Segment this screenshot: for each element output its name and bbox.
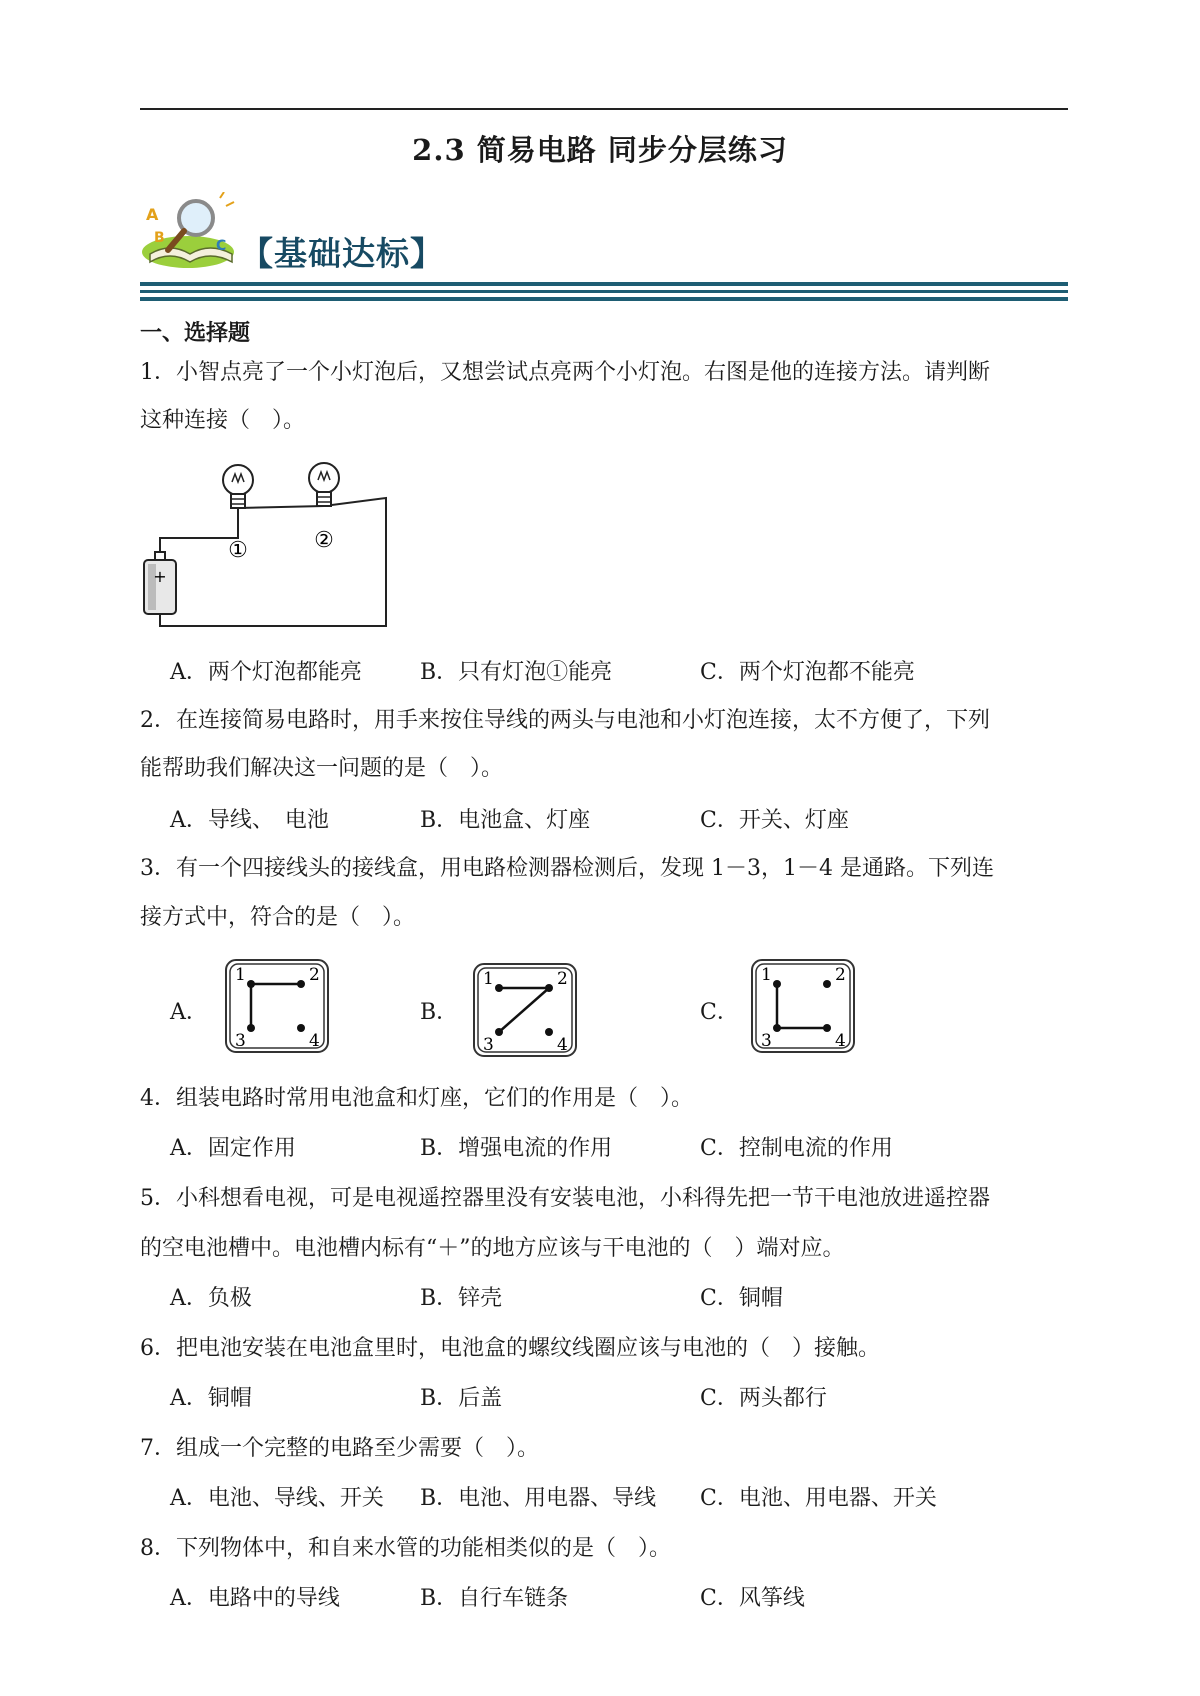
question-2-option-b: B．电池盒、灯座: [420, 808, 591, 833]
terminal-box-a: [224, 958, 330, 1054]
question-6-option-c: C．两头都行: [700, 1386, 827, 1411]
question-8-option-a: A．电路中的导线: [170, 1586, 340, 1611]
question-1-option-c: C．两个灯泡都不能亮: [700, 660, 915, 685]
svg-text:2: 2: [835, 965, 846, 985]
question-8-line-1: 8．下列物体中，和自来水管的功能相类似的是（ ）。: [140, 1536, 671, 1561]
svg-text:3: 3: [235, 1031, 246, 1051]
question-6-line-1: 6．把电池安装在电池盒里时，电池盒的螺纹线圈应该与电池的（ ）接触。: [140, 1336, 880, 1361]
question-7-option-c: C．电池、用电器、开关: [700, 1486, 937, 1511]
question-2-line-1: 2．在连接简易电路时，用手来按住导线的两头与电池和小灯泡连接，太不方便了，下列: [140, 708, 990, 733]
svg-text:4: 4: [309, 1031, 320, 1051]
section-title: 【基础达标】: [240, 234, 444, 273]
svg-text:B: B: [154, 230, 165, 246]
question-3-line-1: 3．有一个四接线头的接线盒，用电路检测器检测后，发现 1－3，1－4 是通路。下列连: [140, 856, 994, 881]
svg-text:A: A: [146, 205, 159, 224]
question-1-option-a: A．两个灯泡都能亮: [170, 660, 362, 685]
svg-text:4: 4: [557, 1035, 568, 1055]
bulb-1-icon: [223, 465, 253, 508]
question-8-option-b: B．自行车链条: [420, 1586, 569, 1611]
svg-text:2: 2: [557, 969, 568, 989]
terminal-box-b: [472, 962, 578, 1058]
battery-icon: [144, 552, 176, 614]
header-rule: [140, 108, 1068, 110]
question-5-option-a: A．负极: [170, 1286, 252, 1311]
question-5-option-c: C．铜帽: [700, 1286, 783, 1311]
question-7-option-a: A．电池、导线、开关: [170, 1486, 384, 1511]
svg-text:1: 1: [235, 965, 246, 985]
terminal-box-c: [750, 958, 856, 1054]
svg-text:1: 1: [761, 965, 772, 985]
part-heading: 一、选择题: [140, 320, 251, 346]
question-4-option-a: A．固定作用: [170, 1136, 296, 1161]
question-8-option-c: C．风筝线: [700, 1586, 805, 1611]
question-1-line-1: 1．小智点亮了一个小灯泡后，又想尝试点亮两个小灯泡。右图是他的连接方法。请判断: [140, 360, 990, 385]
question-2-line-2: 能帮助我们解决这一问题的是（ ）。: [140, 756, 504, 781]
bulb-2-icon: [309, 463, 339, 506]
question-4-option-c: C．控制电流的作用: [700, 1136, 893, 1161]
svg-text:4: 4: [835, 1031, 846, 1051]
question-3-option-a: A．: [170, 1000, 208, 1025]
bulb-1-label: ①: [228, 538, 248, 564]
svg-text:2: 2: [309, 965, 320, 985]
magnifier-book-icon: [140, 192, 240, 272]
question-5-line-2: 的空电池槽中。电池槽内标有“＋”的地方应该与干电池的（ ）端对应。: [140, 1236, 845, 1261]
question-3-option-b: B．: [420, 1000, 459, 1025]
question-6-option-b: B．后盖: [420, 1386, 503, 1411]
svg-text:C: C: [216, 238, 227, 254]
question-1-option-b: B．只有灯泡①能亮: [420, 660, 613, 685]
question-5-option-b: B．锌壳: [420, 1286, 503, 1311]
bulb-2-label: ②: [314, 528, 334, 554]
page-title: 2.3 简易电路 同步分层练习: [412, 133, 788, 167]
question-7-option-b: B．电池、用电器、导线: [420, 1486, 657, 1511]
question-4-line-1: 4．组装电路时常用电池盒和灯座，它们的作用是（ ）。: [140, 1086, 693, 1111]
question-4-option-b: B．增强电流的作用: [420, 1136, 613, 1161]
section-divider: [140, 282, 1068, 301]
question-3-option-c: C．: [700, 1000, 739, 1025]
circuit-diagram: [136, 460, 396, 640]
question-7-line-1: 7．组成一个完整的电路至少需要（ ）。: [140, 1436, 539, 1461]
battery-plus-sign: +: [153, 567, 167, 586]
question-3-line-2: 接方式中，符合的是（ ）。: [140, 905, 416, 930]
svg-text:3: 3: [761, 1031, 772, 1051]
question-1-line-2: 这种连接（ ）。: [140, 408, 306, 433]
question-2-option-a: A．导线、 电池: [170, 808, 329, 833]
svg-text:1: 1: [483, 969, 494, 989]
question-6-option-a: A．铜帽: [170, 1386, 252, 1411]
svg-text:3: 3: [483, 1035, 494, 1055]
question-5-line-1: 5．小科想看电视，可是电视遥控器里没有安装电池，小科得先把一节干电池放进遥控器: [140, 1186, 990, 1211]
question-2-option-c: C．开关、灯座: [700, 808, 849, 833]
